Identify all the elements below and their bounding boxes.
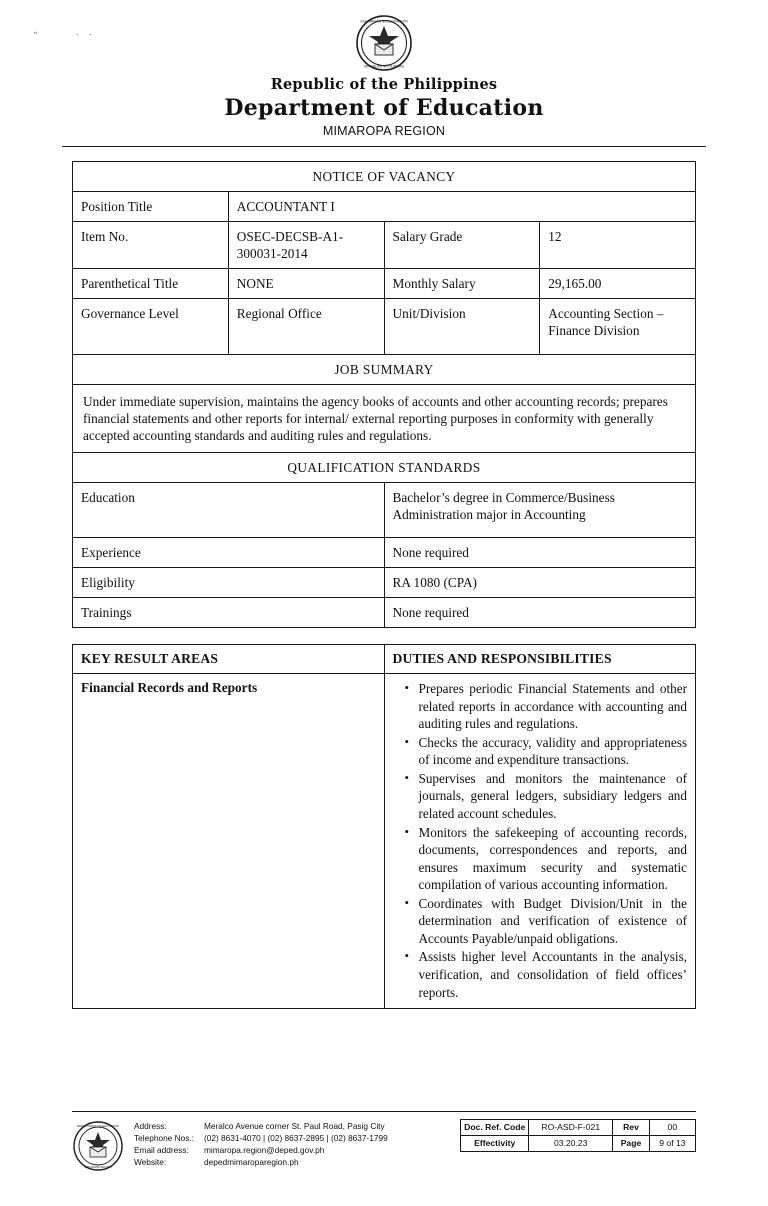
doc-ref-code-label: Doc. Ref. Code xyxy=(461,1120,529,1136)
list-item: • Prepares periodic Financial Statements and other related reports in accordance with accounting and auditing rules and regulations. xyxy=(409,680,688,733)
job-summary-text: Under immediate supervision, maintains the agency books of accounts and other accounting records; prepares financial statements and other reports for internal/ external reporting purposes in conformity with generally accepted accounting standards and auditing rules and regulations. xyxy=(73,385,696,453)
header-divider xyxy=(62,146,706,147)
trainings-value: None required xyxy=(384,598,696,628)
key-result-areas-table xyxy=(72,644,696,1009)
salary-grade-label: Salary Grade xyxy=(384,222,540,269)
table-row xyxy=(73,385,696,453)
table-row xyxy=(73,192,696,222)
qualification-standards-title: QUALIFICATION STANDARDS xyxy=(73,453,696,483)
job-summary-title: JOB SUMMARY xyxy=(73,355,696,385)
page-value: 9 of 13 xyxy=(649,1136,695,1152)
item-no-value: OSEC-DECSB-A1-300031-2014 xyxy=(228,222,384,269)
table-row xyxy=(73,222,696,269)
telephone-label: Telephone Nos.: xyxy=(134,1133,194,1144)
republic-line: Republic of the Philippines xyxy=(270,76,498,93)
telephone-value: (02) 8631-4070 | (02) 8637-2895 | (02) 8637-1799 xyxy=(204,1133,388,1144)
duties-cell xyxy=(384,674,696,1009)
deped-seal-icon xyxy=(355,14,413,72)
experience-value: None required xyxy=(384,538,696,568)
footer-contact-row xyxy=(134,1132,392,1144)
eligibility-label: Eligibility xyxy=(73,568,385,598)
footer-contact-row xyxy=(134,1120,392,1132)
table-row xyxy=(73,483,696,538)
table-row xyxy=(461,1136,696,1152)
effectivity-value: 03.20.23 xyxy=(529,1136,613,1152)
address-value: Meralco Avenue corner St. Paul Road, Pasig City xyxy=(204,1121,385,1131)
document-reference-block xyxy=(460,1119,696,1152)
monthly-salary-value: 29,165.00 xyxy=(540,269,696,299)
table-row xyxy=(461,1120,696,1136)
svg-text:MIMAROPA REGION: MIMAROPA REGION xyxy=(84,1165,112,1170)
table-row xyxy=(73,538,696,568)
list-item: • Monitors the safekeeping of accounting records, documents, correspondences and reports, and ensures maximum security and systematic compilation of various accounting information. xyxy=(409,824,688,894)
experience-label: Experience xyxy=(73,538,385,568)
table-row xyxy=(73,674,696,1009)
svg-text:DEPARTMENT OF EDUCATION: DEPARTMENT OF EDUCATION xyxy=(76,1124,120,1129)
document-footer xyxy=(0,1111,768,1172)
salary-grade-value: 12 xyxy=(540,222,696,269)
list-item: • Checks the accuracy, validity and appropriateness of income and expenditure transactions. xyxy=(409,734,688,769)
education-value: Bachelor’s degree in Commerce/Business Administration major in Accounting xyxy=(384,483,696,538)
footer-contact-info xyxy=(134,1118,450,1168)
email-value: mimaropa.region@deped.gov.ph xyxy=(204,1145,325,1156)
region-line: MIMAROPA REGION xyxy=(322,124,446,138)
table-row xyxy=(73,645,696,674)
document-header xyxy=(0,0,768,147)
address-label: Address: xyxy=(134,1121,167,1131)
governance-level-label: Governance Level xyxy=(73,299,229,355)
effectivity-label: Effectivity xyxy=(461,1136,529,1152)
eligibility-value: RA 1080 (CPA) xyxy=(384,568,696,598)
rev-label: Rev xyxy=(613,1120,650,1136)
deped-mimaropa-seal-icon xyxy=(72,1120,124,1172)
scan-mark-left: ’’ xyxy=(33,29,39,41)
notice-of-vacancy-table xyxy=(72,161,696,628)
svg-text:KAGAWARAN NG EDUKASYON: KAGAWARAN NG EDUKASYON xyxy=(360,19,408,24)
trainings-label: Trainings xyxy=(73,598,385,628)
department-line: Department of Education xyxy=(224,95,544,121)
position-title-value: ACCOUNTANT I xyxy=(228,192,695,222)
education-label: Education xyxy=(73,483,385,538)
table-row xyxy=(73,269,696,299)
list-item: • Supervises and monitors the maintenance of journals, general ledgers, subsidiary ledgers and related account schedules. xyxy=(409,770,688,823)
unit-division-value: Accounting Section – Finance Division xyxy=(540,299,696,355)
scan-mark-right: . . xyxy=(76,27,96,37)
kra-header-left: KEY RESULT AREAS xyxy=(73,645,385,674)
parenthetical-title-value: NONE xyxy=(228,269,384,299)
parenthetical-title-label: Parenthetical Title xyxy=(73,269,229,299)
position-title-label: Position Title xyxy=(73,192,229,222)
footer-contact-row xyxy=(134,1156,392,1168)
rev-value: 00 xyxy=(649,1120,695,1136)
governance-level-value: Regional Office xyxy=(228,299,384,355)
table-row xyxy=(73,453,696,483)
kra-header-right: DUTIES AND RESPONSIBILITIES xyxy=(384,645,696,674)
table-row xyxy=(73,568,696,598)
email-label: Email address: xyxy=(134,1145,189,1156)
doc-ref-code-value: RO-ASD-F-021 xyxy=(529,1120,613,1136)
footer-divider xyxy=(72,1111,696,1112)
table-row xyxy=(73,598,696,628)
item-no-label: Item No. xyxy=(73,222,229,269)
kra-area-financial-records: Financial Records and Reports xyxy=(73,674,385,1009)
svg-text:REPUBLIKA NG PILIPINAS: REPUBLIKA NG PILIPINAS xyxy=(364,64,404,69)
table-row xyxy=(73,299,696,355)
table-row xyxy=(73,355,696,385)
list-item: • Assists higher level Accountants in the analysis, verification, and consolidation of field offices’ reports. xyxy=(409,948,688,1001)
unit-division-label: Unit/Division xyxy=(384,299,540,355)
website-value: depedmimaroparegion.ph xyxy=(204,1157,299,1168)
notice-title: NOTICE OF VACANCY xyxy=(73,162,696,192)
website-label: Website: xyxy=(134,1157,167,1168)
footer-contact-row xyxy=(134,1144,392,1156)
monthly-salary-label: Monthly Salary xyxy=(384,269,540,299)
page-label: Page xyxy=(613,1136,650,1152)
list-item: • Coordinates with Budget Division/Unit in the determination and verification of existence of Accounts Payable/unpaid obligations. xyxy=(409,895,688,948)
table-row xyxy=(73,162,696,192)
